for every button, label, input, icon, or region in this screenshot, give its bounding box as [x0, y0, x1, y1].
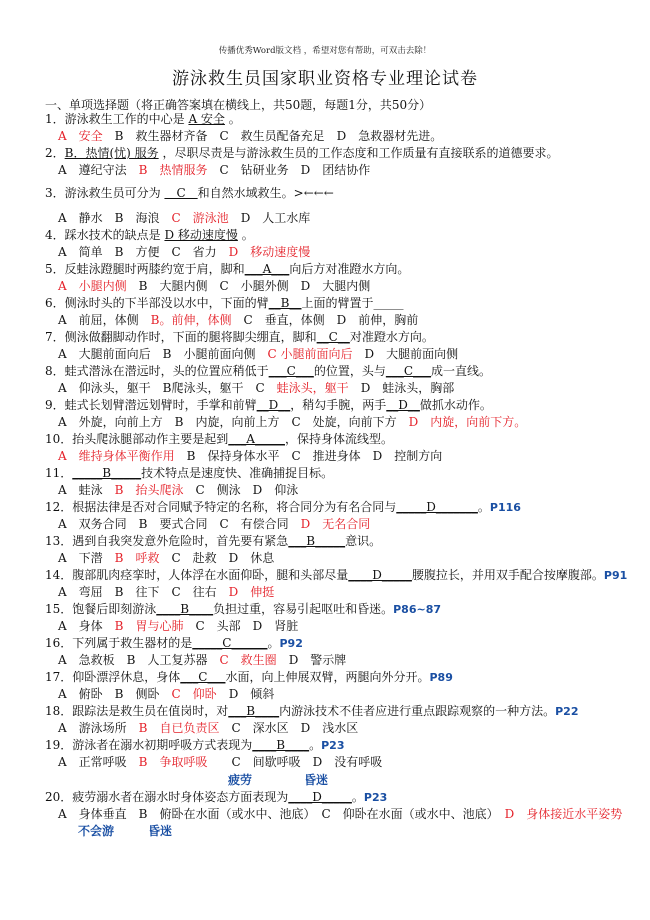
question-13: 13．遇到自我突发意外危险时，首先要有紧急___B_____意识。: [45, 534, 382, 548]
options-8: A 仰泳头，躯干 B爬泳头，躯干 C 蛙泳头，躯干 D 蛙泳头，胸部: [58, 381, 455, 395]
header-note: 传播优秀Word版文档 ，希望对您有帮助，可双击去除！: [218, 46, 432, 56]
question-11: 11．_____B_____技术特点是速度快、准确捕捉目标。: [45, 466, 334, 480]
options-15: A 身体 B 胃与心肺 C 头部 D 肾脏: [58, 619, 299, 633]
question-18: 18．跟踪法是救生员在值岗时，对___B____内游泳技术不佳者应进行重点跟踪观察的一种方法。P22: [45, 704, 579, 718]
question-9: 9．蛙式长划臂潜远划臂时，手掌和前臂__D__，稍勾手腕，两手__D__做抓水动作。: [45, 398, 492, 412]
question-8: 8．蛙式潜泳在潜远时，头的位置应稍低于___C___的位置，头与___C___成一直线。: [45, 364, 492, 378]
question-4: 4．踩水技术的缺点是 D 移动速度慢 。: [45, 228, 254, 242]
annotation-19-2: 昏迷: [304, 773, 329, 787]
options-4: A 简单 B 方便 C 省力 D 移动速度慢: [58, 245, 311, 259]
question-19: 19．游泳者在溺水初期呼吸方式表现为____B____。P23: [45, 738, 345, 752]
question-7: 7．侧泳做翻脚动作时，下面的腿将脚尖绷直，脚和__C__对准蹬水方向。: [45, 330, 434, 344]
options-1: A 安全 B 救生器材齐备 C 救生员配备充足 D 急救器材先进。: [58, 129, 443, 143]
options-6: A 前屈，体侧 B。前伸，体侧 C 垂直，体侧 D 前伸，胸前: [58, 313, 419, 327]
options-9: A 外旋，向前上方 B 内旋，向前上方 C 处旋，向前下方 D 内旋，向前下方。: [58, 415, 527, 429]
page-title: 游泳救生员国家职业资格专业理论试卷: [172, 69, 478, 89]
annotation-20-1: 不会游: [78, 824, 115, 838]
options-10: A 维持身体平衡作用 B 保持身体水平 C 推进身体 D 控制方向: [58, 449, 443, 463]
question-3: 3．游泳救生员可分为 C 和自然水域救生。>←←←: [45, 186, 334, 200]
annotation-20-2: 昏迷: [148, 824, 173, 838]
question-15: 15．饱餐后即刻游泳____B____负担过重，容易引起呕吐和昏迷。P86~87: [45, 602, 442, 616]
question-1: 1．游泳救生工作的中心是 A 安全 。: [45, 112, 241, 126]
question-14: 14．腹部肌肉痉挛时，人体浮在水面仰卧，腿和头部尽量____D_____腰腹拉长，并用双手配合按摩腹部。P91: [45, 568, 628, 582]
options-18: A 游泳场所 B 自已负责区 C 深水区 D 浅水区: [58, 721, 359, 735]
question-17: 17．仰卧漂浮休息，身体___C___水面，向上伸展双臂，两腿向外分开。P89: [45, 670, 453, 684]
options-2: A 遵纪守法 B 热情服务 C 钻研业务 D 团结协作: [58, 163, 371, 177]
options-20: A 身体垂直 B 俯卧在水面（或水中、池底） C 仰卧在水面（或水中、池底） D 身体接近水平姿势: [58, 807, 623, 821]
question-6: 6．侧泳时头的下半部没以水中，下面的臂__B__上面的臂置于_____: [45, 296, 404, 310]
options-5: A 小腿内侧 B 大腿内侧 C 小腿外侧 D 大腿内侧: [58, 279, 371, 293]
options-17: A 俯卧 B 侧卧 C 仰卧 D 倾斜: [58, 687, 275, 701]
question-20: 20．疲劳溺水者在溺水时身体姿态方面表现为____D_____。P23: [45, 790, 388, 804]
question-5: 5．反蛙泳蹬腿时两膝约宽于肩，脚和___A___向后方对准蹬水方向。: [45, 262, 410, 276]
options-13: A 下潜 B 呼救 C 赴救 D 休息: [58, 551, 275, 565]
question-12: 12．根据法律是否对合同赋予特定的名称，将合同分为有名合同与_____D_______。P116: [45, 500, 521, 514]
options-7: A 大腿前面向后 B 小腿前面向侧 C 小腿前面向后 D 大腿前面向侧: [58, 347, 459, 361]
question-10: 10．抬头爬泳腿部动作主要是起到___A_____，保持身体流线型。: [45, 432, 393, 446]
options-19: A 正常呼吸 B 争取呼吸 C 间歇呼吸 D 没有呼吸: [58, 755, 383, 769]
question-2: 2．B．热情(忧) 服务 ，尽职尽责是与游泳救生员的工作态度和工作质量有直接联系的道德要求。: [45, 146, 559, 160]
options-12: A 双务合同 B 要式合同 C 有偿合同 D 无名合同: [58, 517, 371, 531]
options-11: A 蛙泳 B 抬头爬泳 C 侧泳 D 仰泳: [58, 483, 299, 497]
question-16: 16．下列属于救生器材的是_____C______。P92: [45, 636, 303, 650]
section-heading: 一、单项选择题（将正确答案填在横线上，共50题，每题1分，共50分）: [45, 98, 432, 112]
annotation-19-1: 疲劳: [228, 773, 253, 787]
options-16: A 急救板 B 人工复苏器 C 救生圈 D 警示牌: [58, 653, 347, 667]
options-3: A 静水 B 海浪 C 游泳池 D 人工水库: [58, 211, 311, 225]
options-14: A 弯屈 B 往下 C 往右 D 伸挺: [58, 585, 275, 599]
